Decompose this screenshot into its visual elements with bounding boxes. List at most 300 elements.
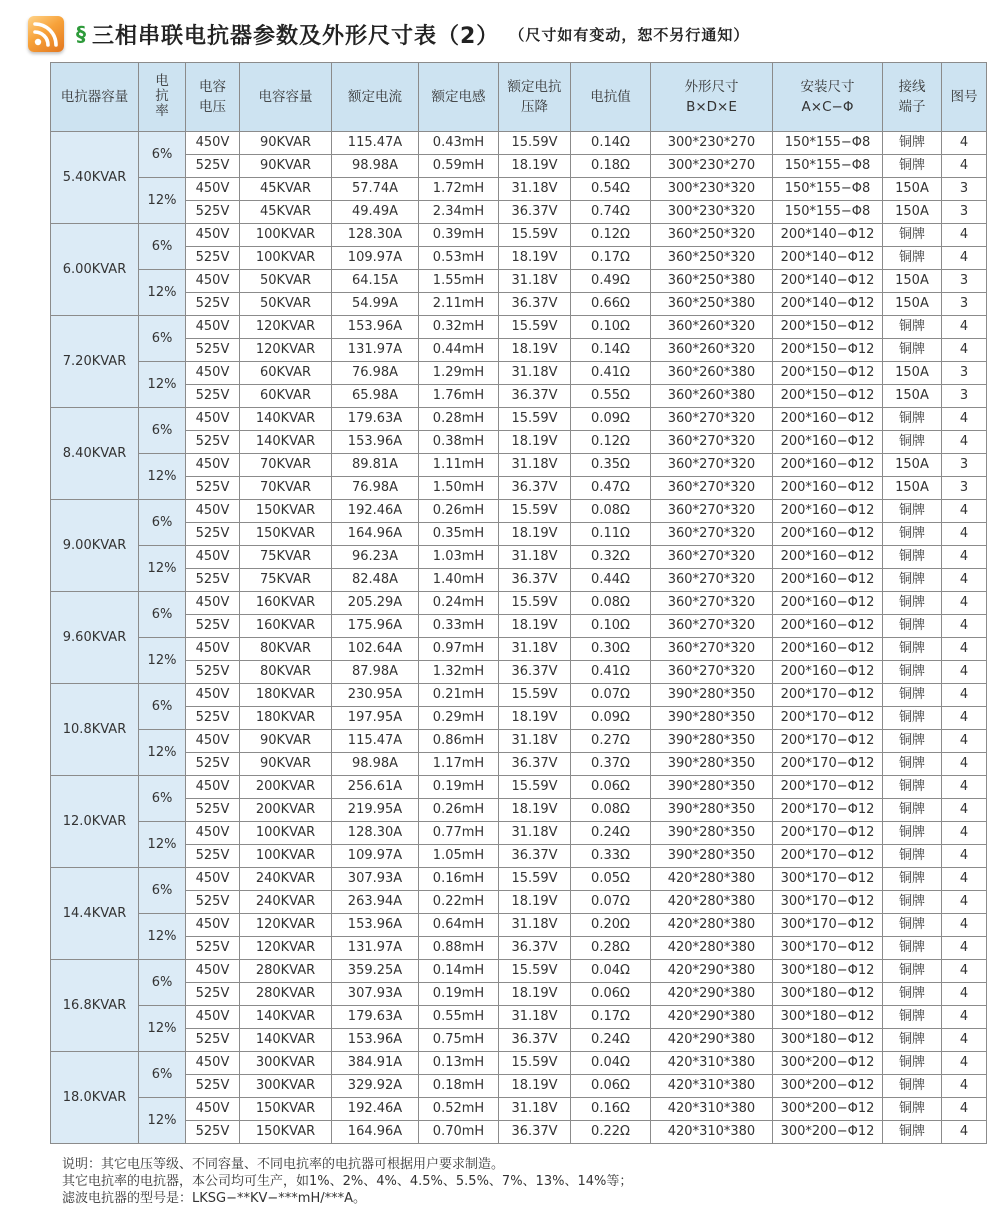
table-cell: 525V	[186, 937, 240, 960]
table-cell: 153.96A	[332, 431, 419, 454]
table-cell: 200*160−Φ12	[773, 592, 883, 615]
capacity-cell: 8.40KVAR	[51, 408, 139, 500]
table-cell: 200KVAR	[240, 776, 332, 799]
table-cell: 31.18V	[499, 1006, 571, 1029]
table-row	[51, 937, 987, 960]
table-row	[51, 178, 987, 201]
table-cell: 420*290*380	[651, 1029, 773, 1052]
table-cell: 140KVAR	[240, 1006, 332, 1029]
table-cell: 0.33Ω	[571, 845, 651, 868]
table-cell: 4	[942, 960, 987, 983]
table-cell: 200*170−Φ12	[773, 776, 883, 799]
col-reactance: 电抗值	[571, 63, 651, 132]
table-cell: 219.95A	[332, 799, 419, 822]
table-cell: 4	[942, 546, 987, 569]
table-cell: 360*260*320	[651, 316, 773, 339]
table-cell: 329.92A	[332, 1075, 419, 1098]
table-cell: 4	[942, 408, 987, 431]
table-cell: 360*270*320	[651, 615, 773, 638]
table-cell: 铜牌	[883, 730, 942, 753]
table-cell: 300*200−Φ12	[773, 1052, 883, 1075]
table-cell: 36.37V	[499, 293, 571, 316]
table-cell: 4	[942, 937, 987, 960]
table-cell: 0.07Ω	[571, 891, 651, 914]
col-capacity: 电抗器容量	[51, 63, 139, 132]
table-cell: 525V	[186, 431, 240, 454]
table-header-row	[51, 63, 987, 132]
table-cell: 18.19V	[499, 431, 571, 454]
table-cell: 128.30A	[332, 224, 419, 247]
table-cell: 450V	[186, 776, 240, 799]
table-cell: 2.11mH	[419, 293, 499, 316]
capacity-cell: 18.0KVAR	[51, 1052, 139, 1144]
table-cell: 65.98A	[332, 385, 419, 408]
table-cell: 4	[942, 753, 987, 776]
table-cell: 0.52mH	[419, 1098, 499, 1121]
table-cell: 150A	[883, 270, 942, 293]
table-cell: 525V	[186, 523, 240, 546]
table-cell: 0.13mH	[419, 1052, 499, 1075]
table-cell: 0.10Ω	[571, 316, 651, 339]
table-cell: 76.98A	[332, 477, 419, 500]
spec-table	[50, 62, 987, 1144]
table-cell: 98.98A	[332, 753, 419, 776]
table-cell: 263.94A	[332, 891, 419, 914]
table-cell: 铜牌	[883, 960, 942, 983]
table-cell: 31.18V	[499, 638, 571, 661]
table-cell: 150A	[883, 362, 942, 385]
table-cell: 280KVAR	[240, 983, 332, 1006]
table-cell: 3	[942, 201, 987, 224]
col-cap-voltage: 电容 电压	[186, 63, 240, 132]
table-cell: 15.59V	[499, 132, 571, 155]
table-cell: 179.63A	[332, 408, 419, 431]
table-cell: 200*160−Φ12	[773, 431, 883, 454]
table-cell: 铜牌	[883, 408, 942, 431]
table-row	[51, 454, 987, 477]
table-cell: 525V	[186, 569, 240, 592]
table-cell: 0.32Ω	[571, 546, 651, 569]
table-cell: 300*200−Φ12	[773, 1098, 883, 1121]
table-cell: 36.37V	[499, 477, 571, 500]
rate-cell: 6%	[139, 316, 186, 362]
table-cell: 80KVAR	[240, 638, 332, 661]
table-cell: 18.19V	[499, 339, 571, 362]
table-row	[51, 339, 987, 362]
table-row	[51, 500, 987, 523]
table-row	[51, 1029, 987, 1052]
table-cell: 4	[942, 730, 987, 753]
rate-cell: 6%	[139, 408, 186, 454]
table-cell: 450V	[186, 1006, 240, 1029]
table-cell: 420*290*380	[651, 960, 773, 983]
table-cell: 0.22Ω	[571, 1121, 651, 1144]
table-cell: 0.08Ω	[571, 799, 651, 822]
table-cell: 36.37V	[499, 753, 571, 776]
table-row	[51, 1098, 987, 1121]
table-cell: 3	[942, 477, 987, 500]
table-cell: 115.47A	[332, 730, 419, 753]
table-cell: 4	[942, 822, 987, 845]
table-cell: 0.35mH	[419, 523, 499, 546]
table-cell: 64.15A	[332, 270, 419, 293]
table-cell: 360*270*320	[651, 523, 773, 546]
table-row	[51, 730, 987, 753]
table-cell: 180KVAR	[240, 707, 332, 730]
table-cell: 525V	[186, 247, 240, 270]
table-cell: 31.18V	[499, 546, 571, 569]
table-cell: 450V	[186, 1052, 240, 1075]
table-cell: 0.12Ω	[571, 224, 651, 247]
table-cell: 87.98A	[332, 661, 419, 684]
table-cell: 200*140−Φ12	[773, 293, 883, 316]
table-cell: 140KVAR	[240, 1029, 332, 1052]
table-row	[51, 661, 987, 684]
table-row	[51, 891, 987, 914]
col-terminal: 接线 端子	[883, 63, 942, 132]
table-cell: 300*230*270	[651, 155, 773, 178]
table-cell: 4	[942, 339, 987, 362]
table-cell: 200*160−Φ12	[773, 615, 883, 638]
table-cell: 200*150−Φ12	[773, 339, 883, 362]
table-row	[51, 707, 987, 730]
capacity-cell: 14.4KVAR	[51, 868, 139, 960]
table-cell: 4	[942, 523, 987, 546]
table-cell: 铜牌	[883, 1052, 942, 1075]
table-cell: 0.28Ω	[571, 937, 651, 960]
table-cell: 0.66Ω	[571, 293, 651, 316]
table-cell: 0.24Ω	[571, 1029, 651, 1052]
table-cell: 31.18V	[499, 178, 571, 201]
table-cell: 450V	[186, 362, 240, 385]
table-cell: 铜牌	[883, 868, 942, 891]
table-row	[51, 983, 987, 1006]
section-mark: §	[76, 22, 86, 46]
table-cell: 0.35Ω	[571, 454, 651, 477]
table-cell: 240KVAR	[240, 891, 332, 914]
table-cell: 360*270*320	[651, 546, 773, 569]
table-cell: 铜牌	[883, 914, 942, 937]
note-line: 说明：其它电压等级、不同容量、不同电抗率的电抗器可根据用户要求制造。	[62, 1157, 505, 1172]
table-cell: 4	[942, 1098, 987, 1121]
table-cell: 525V	[186, 1121, 240, 1144]
table-row	[51, 431, 987, 454]
rate-cell: 12%	[139, 454, 186, 500]
table-cell: 4	[942, 776, 987, 799]
table-cell: 0.70mH	[419, 1121, 499, 1144]
table-cell: 18.19V	[499, 155, 571, 178]
table-cell: 205.29A	[332, 592, 419, 615]
table-cell: 18.19V	[499, 1075, 571, 1098]
table-cell: 525V	[186, 983, 240, 1006]
table-cell: 100KVAR	[240, 845, 332, 868]
col-dimensions: 外形尺寸 B×D×E	[651, 63, 773, 132]
table-row	[51, 914, 987, 937]
table-cell: 铜牌	[883, 615, 942, 638]
table-cell: 15.59V	[499, 868, 571, 891]
table-cell: 36.37V	[499, 845, 571, 868]
table-cell: 1.03mH	[419, 546, 499, 569]
table-cell: 450V	[186, 454, 240, 477]
table-cell: 45KVAR	[240, 178, 332, 201]
table-cell: 4	[942, 592, 987, 615]
table-cell: 96.23A	[332, 546, 419, 569]
table-cell: 200*170−Φ12	[773, 822, 883, 845]
table-cell: 256.61A	[332, 776, 419, 799]
table-cell: 450V	[186, 638, 240, 661]
table-row	[51, 201, 987, 224]
table-cell: 0.22mH	[419, 891, 499, 914]
table-row	[51, 362, 987, 385]
table-cell: 450V	[186, 730, 240, 753]
table-row	[51, 592, 987, 615]
table-cell: 360*250*320	[651, 247, 773, 270]
table-cell: 131.97A	[332, 339, 419, 362]
table-row	[51, 247, 987, 270]
table-cell: 0.24mH	[419, 592, 499, 615]
rate-cell: 12%	[139, 270, 186, 316]
table-cell: 0.06Ω	[571, 776, 651, 799]
table-cell: 铜牌	[883, 431, 942, 454]
table-cell: 120KVAR	[240, 339, 332, 362]
table-cell: 铜牌	[883, 983, 942, 1006]
rate-cell: 12%	[139, 546, 186, 592]
table-cell: 铜牌	[883, 845, 942, 868]
table-row	[51, 293, 987, 316]
table-cell: 铜牌	[883, 339, 942, 362]
table-cell: 75KVAR	[240, 569, 332, 592]
table-cell: 0.09Ω	[571, 707, 651, 730]
table-cell: 4	[942, 316, 987, 339]
table-cell: 420*310*380	[651, 1052, 773, 1075]
table-cell: 4	[942, 1075, 987, 1098]
capacity-cell: 7.20KVAR	[51, 316, 139, 408]
table-cell: 18.19V	[499, 707, 571, 730]
table-cell: 70KVAR	[240, 454, 332, 477]
rate-cell: 12%	[139, 730, 186, 776]
table-cell: 192.46A	[332, 1098, 419, 1121]
table-cell: 420*280*380	[651, 937, 773, 960]
table-cell: 525V	[186, 661, 240, 684]
table-cell: 0.29mH	[419, 707, 499, 730]
capacity-cell: 9.60KVAR	[51, 592, 139, 684]
table-cell: 31.18V	[499, 822, 571, 845]
table-cell: 49.49A	[332, 201, 419, 224]
table-cell: 150A	[883, 454, 942, 477]
table-cell: 420*280*380	[651, 891, 773, 914]
table-cell: 4	[942, 1029, 987, 1052]
table-cell: 525V	[186, 385, 240, 408]
table-cell: 140KVAR	[240, 431, 332, 454]
table-cell: 360*250*320	[651, 224, 773, 247]
table-cell: 铜牌	[883, 776, 942, 799]
table-cell: 4	[942, 799, 987, 822]
table-cell: 300KVAR	[240, 1075, 332, 1098]
table-cell: 200*140−Φ12	[773, 224, 883, 247]
table-row	[51, 1121, 987, 1144]
table-cell: 0.17Ω	[571, 247, 651, 270]
table-cell: 3	[942, 385, 987, 408]
table-cell: 0.10Ω	[571, 615, 651, 638]
rate-cell: 12%	[139, 914, 186, 960]
table-cell: 18.19V	[499, 615, 571, 638]
col-rated-drop: 额定电抗 压降	[499, 63, 571, 132]
table-row	[51, 799, 987, 822]
table-cell: 4	[942, 684, 987, 707]
note-line: 其它电抗率的电抗器，本公司均可生产，如1%、2%、4%、4.5%、5.5%、7%、13%、14%等；	[62, 1174, 633, 1189]
table-cell: 31.18V	[499, 1098, 571, 1121]
table-cell: 铜牌	[883, 592, 942, 615]
table-cell: 2.34mH	[419, 201, 499, 224]
table-cell: 3	[942, 178, 987, 201]
table-cell: 铜牌	[883, 247, 942, 270]
table-cell: 390*280*350	[651, 707, 773, 730]
table-row	[51, 477, 987, 500]
table-cell: 200*160−Φ12	[773, 546, 883, 569]
table-cell: 120KVAR	[240, 914, 332, 937]
table-cell: 525V	[186, 339, 240, 362]
table-cell: 450V	[186, 960, 240, 983]
table-cell: 0.47Ω	[571, 477, 651, 500]
table-cell: 0.17Ω	[571, 1006, 651, 1029]
table-cell: 300*230*320	[651, 201, 773, 224]
table-cell: 120KVAR	[240, 937, 332, 960]
table-cell: 200*160−Φ12	[773, 500, 883, 523]
table-cell: 4	[942, 983, 987, 1006]
table-cell: 铜牌	[883, 822, 942, 845]
table-cell: 300*170−Φ12	[773, 937, 883, 960]
table-cell: 100KVAR	[240, 224, 332, 247]
table-cell: 铜牌	[883, 1075, 942, 1098]
table-cell: 450V	[186, 868, 240, 891]
table-cell: 4	[942, 615, 987, 638]
table-cell: 450V	[186, 546, 240, 569]
table-cell: 450V	[186, 592, 240, 615]
table-cell: 525V	[186, 1075, 240, 1098]
table-row	[51, 845, 987, 868]
table-cell: 4	[942, 500, 987, 523]
table-cell: 192.46A	[332, 500, 419, 523]
table-cell: 4	[942, 247, 987, 270]
table-cell: 4	[942, 431, 987, 454]
table-cell: 0.88mH	[419, 937, 499, 960]
table-cell: 铜牌	[883, 546, 942, 569]
table-cell: 420*310*380	[651, 1121, 773, 1144]
table-cell: 36.37V	[499, 1029, 571, 1052]
table-cell: 18.19V	[499, 247, 571, 270]
table-cell: 90KVAR	[240, 155, 332, 178]
table-cell: 15.59V	[499, 684, 571, 707]
col-rated-inductance: 额定电感	[419, 63, 499, 132]
table-row	[51, 316, 987, 339]
table-cell: 164.96A	[332, 523, 419, 546]
table-row	[51, 408, 987, 431]
table-cell: 铜牌	[883, 500, 942, 523]
table-cell: 0.06Ω	[571, 983, 651, 1006]
table-row	[51, 753, 987, 776]
table-cell: 450V	[186, 1098, 240, 1121]
table-cell: 359.25A	[332, 960, 419, 983]
table-cell: 4	[942, 155, 987, 178]
table-cell: 82.48A	[332, 569, 419, 592]
table-cell: 150A	[883, 385, 942, 408]
col-cap-capacity: 电容容量	[240, 63, 332, 132]
table-cell: 102.64A	[332, 638, 419, 661]
table-cell: 36.37V	[499, 937, 571, 960]
table-row	[51, 132, 987, 155]
table-cell: 0.59mH	[419, 155, 499, 178]
rss-icon	[28, 16, 64, 52]
table-cell: 420*280*380	[651, 868, 773, 891]
table-cell: 200*160−Φ12	[773, 569, 883, 592]
table-cell: 4	[942, 132, 987, 155]
table-cell: 铜牌	[883, 132, 942, 155]
table-cell: 1.29mH	[419, 362, 499, 385]
table-cell: 铜牌	[883, 224, 942, 247]
table-cell: 0.41Ω	[571, 661, 651, 684]
table-cell: 0.16mH	[419, 868, 499, 891]
table-cell: 4	[942, 661, 987, 684]
table-cell: 4	[942, 638, 987, 661]
table-cell: 铜牌	[883, 1006, 942, 1029]
capacity-cell: 16.8KVAR	[51, 960, 139, 1052]
table-cell: 160KVAR	[240, 592, 332, 615]
table-cell: 420*310*380	[651, 1075, 773, 1098]
table-cell: 115.47A	[332, 132, 419, 155]
table-cell: 300*180−Φ12	[773, 1029, 883, 1052]
table-cell: 50KVAR	[240, 270, 332, 293]
rate-cell: 6%	[139, 960, 186, 1006]
table-row	[51, 615, 987, 638]
table-cell: 60KVAR	[240, 385, 332, 408]
table-row	[51, 684, 987, 707]
table-cell: 150*155−Φ8	[773, 132, 883, 155]
notes	[62, 1156, 632, 1207]
table-cell: 50KVAR	[240, 293, 332, 316]
table-cell: 128.30A	[332, 822, 419, 845]
rate-cell: 12%	[139, 638, 186, 684]
table-cell: 31.18V	[499, 730, 571, 753]
table-cell: 450V	[186, 132, 240, 155]
table-cell: 150KVAR	[240, 500, 332, 523]
table-cell: 150KVAR	[240, 523, 332, 546]
table-cell: 0.39mH	[419, 224, 499, 247]
table-cell: 0.43mH	[419, 132, 499, 155]
table-row	[51, 776, 987, 799]
table-cell: 200*150−Φ12	[773, 385, 883, 408]
table-cell: 300*230*270	[651, 132, 773, 155]
table-cell: 4	[942, 1121, 987, 1144]
table-cell: 铜牌	[883, 707, 942, 730]
table-cell: 1.55mH	[419, 270, 499, 293]
table-cell: 铜牌	[883, 799, 942, 822]
table-cell: 197.95A	[332, 707, 419, 730]
table-cell: 0.19mH	[419, 776, 499, 799]
table-cell: 15.59V	[499, 500, 571, 523]
table-cell: 175.96A	[332, 615, 419, 638]
table-cell: 200*160−Φ12	[773, 454, 883, 477]
table-cell: 铜牌	[883, 1121, 942, 1144]
table-cell: 420*290*380	[651, 1006, 773, 1029]
table-cell: 300*180−Φ12	[773, 1006, 883, 1029]
table-cell: 铜牌	[883, 1029, 942, 1052]
table-cell: 525V	[186, 845, 240, 868]
table-cell: 0.55Ω	[571, 385, 651, 408]
rate-cell: 6%	[139, 868, 186, 914]
table-cell: 150A	[883, 201, 942, 224]
table-cell: 15.59V	[499, 776, 571, 799]
table-cell: 铜牌	[883, 155, 942, 178]
